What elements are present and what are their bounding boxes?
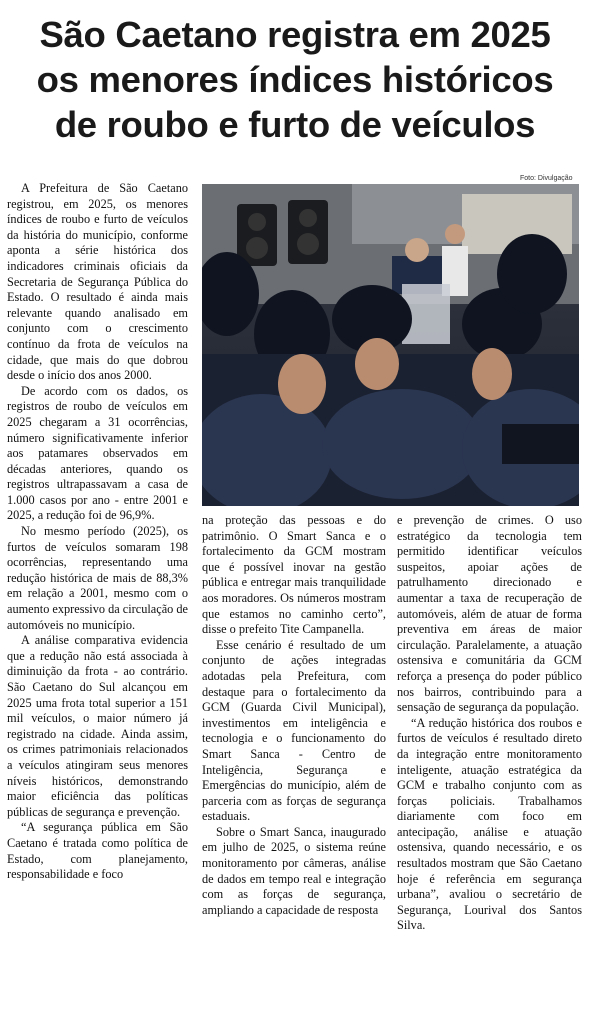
column-1-paragraph-3: No mesmo período (2025), os furtos de veículos somaram 198 ocorrências, representando uma redução histórica de mais de 88,3% em relação a 2001, mesmo com o aumento expressivo da circulação de automóveis no município. — [7, 524, 188, 632]
photo-illustration — [202, 184, 579, 506]
column-1-paragraph-5: “A segurança pública em São Caetano é tratada como política de Estado, com planejamento, responsabilidade e foco — [7, 820, 188, 882]
column-3-paragraph-2: “A redução histórica dos roubos e furtos de veículos é resultado direto da integração entre monitoramento inteligente, atuação estratégica da GCM e trabalho conjunto com as forças policiais. Trabalhamos diariamente com foco em antecipação, análise e atuação ostensiva, quando necessário, e os resultados mostram que São Caetano hoje é referência em segurança urbana”, avaliou o secretário de Segurança, Lourival dos Santos Silva. — [397, 715, 582, 933]
photo-credit: Foto: Divulgação — [520, 175, 573, 182]
column-1-paragraph-2: De acordo com os dados, os registros de roubo de veículos em 2025 chegaram a 31 ocorrências, número significativamente inferior aos patamares observados em décadas anteriores, quando os registros ultrapassavam a casa de 1.000 casos por ano - entre 2001 e 2025, a redução foi de 96,9%. — [7, 383, 188, 523]
headline — [6, 12, 584, 147]
column-2-paragraph-1: na proteção das pessoas e do patrimônio. O Smart Sanca e o fortalecimento da GCM mostram que é possível inovar na gestão pública e entregar mais tranquilidade aos moradores. Os números mostram que estamos no caminho certo”, disse o prefeito Tite Campanella. — [202, 513, 386, 637]
headline-line-2: os menores índices históricos — [36, 59, 554, 100]
column-1-paragraph-4: A análise comparativa evidencia que a redução não está associada à diminuição da frota - ao contrário. São Caetano do Sul alcançou em 2025 uma frota total superior a 151 mil veículos, o maior número já registrado na cidade. Ainda assim, os crimes patrimoniais relacionados a veículos atingiram seus menores níveis históricos, demonstrando maior eficiência das políticas públicas de segurança e prevenção. — [7, 633, 188, 819]
headline-line-1: São Caetano registra em 2025 — [39, 14, 551, 55]
column-1 — [7, 181, 188, 883]
column-2-paragraph-3: Sobre o Smart Sanca, inaugurado em julho de 2025, o sistema reúne monitoramento por câmeras, análise de dados em tempo real e integração com as forças de segurança, ampliando a capacidade de resposta — [202, 824, 386, 917]
column-2-paragraph-2: Esse cenário é resultado de um conjunto de ações integradas adotadas pela Prefeitura, com destaque para o fortalecimento da GCM (Guarda Civil Municipal), investimentos em inteligência e tecnologia e o funcionamento do Smart Sanca - Centro de Inteligência, Segurança e Emergências do município, além de parceria com as forças de segurança estaduais. — [202, 637, 386, 824]
headline-line-3: de roubo e furto de veículos — [54, 104, 536, 145]
column-3-paragraph-1: e prevenção de crimes. O uso estratégico da tecnologia tem permitido identificar veículos suspeitos, apoiar ações de patrulhamento direcionado e aumentar a taxa de recuperação de automóveis, além de atuar de forma preventiva em áreas de maior circulação. Paralelamente, a atuação ostensiva e comunitária da GCM reforça a presença do poder público nos bairros, contribuindo para a sensação de segurança da população. — [397, 513, 582, 715]
article-photo — [202, 184, 579, 506]
column-2 — [202, 513, 386, 918]
column-1-paragraph-1: A Prefeitura de São Caetano registrou, em 2025, os menores índices de roubo e furto de veículos da história do município, conforme aponta a série histórica dos indicadores criminais oficiais da Secretaria de Segurança Pública do Estado. O resultado é ainda mais relevante quando analisado em conjunto com o crescimento contínuo da frota de veículos na cidade, que mais do que dobrou desde o início dos anos 2000. — [7, 181, 188, 383]
column-3 — [397, 513, 582, 934]
